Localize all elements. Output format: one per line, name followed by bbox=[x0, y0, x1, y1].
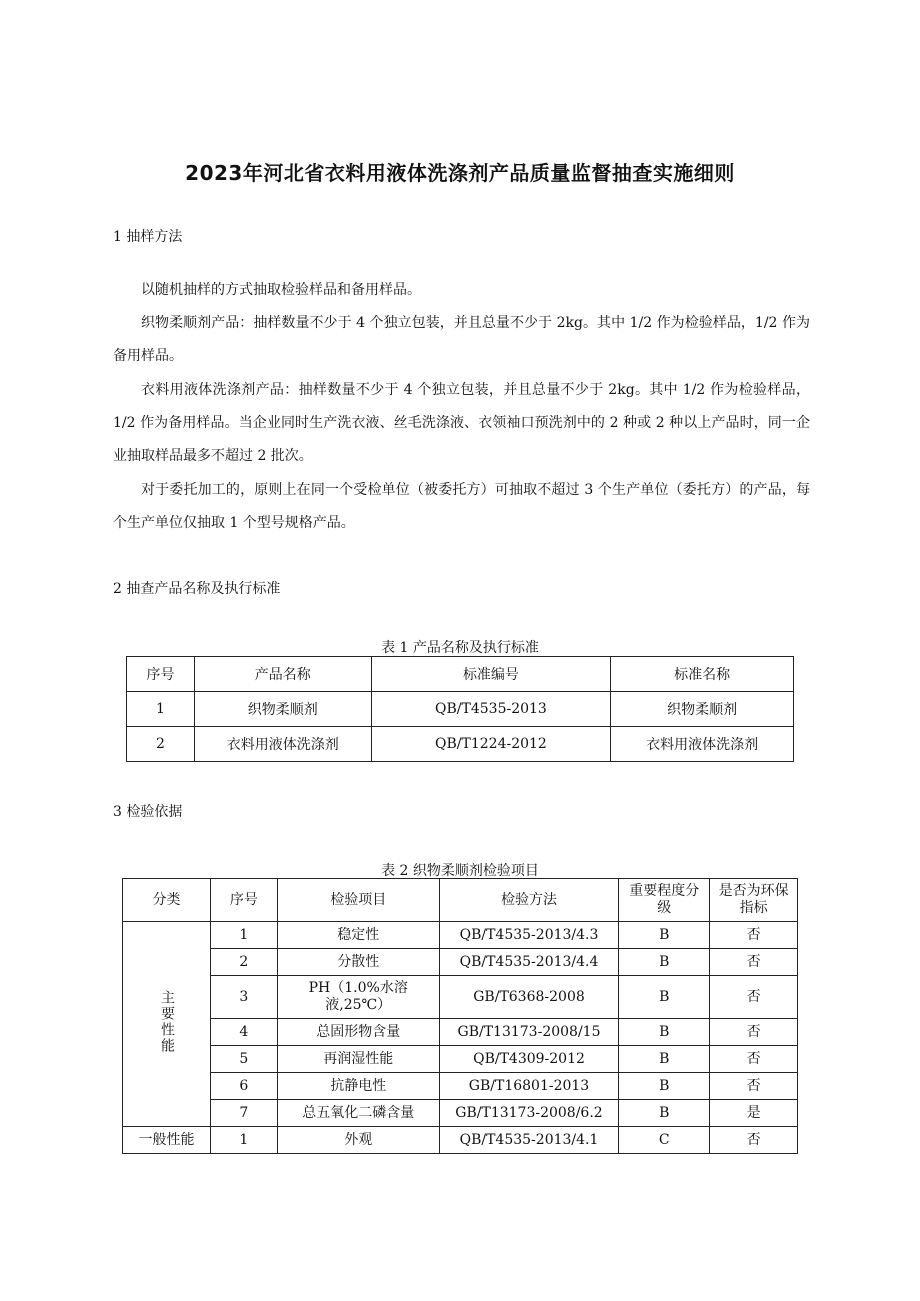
table-cell: 否 bbox=[710, 922, 798, 949]
table-cell: GB/T16801-2013 bbox=[439, 1073, 619, 1100]
table-cell: B bbox=[619, 949, 710, 976]
header-cell: 重要程度分级 bbox=[619, 879, 710, 922]
group-label: 主要性能 bbox=[158, 989, 175, 1054]
table-cell: 织物柔顺剂 bbox=[611, 692, 794, 727]
table-cell: 织物柔顺剂 bbox=[194, 692, 371, 727]
section-heading-basis: 3 检验依据 bbox=[113, 804, 183, 820]
table-cell: PH（1.0%水溶液,25℃） bbox=[277, 976, 439, 1019]
table-row bbox=[127, 727, 794, 762]
paragraph: 以随机抽样的方式抽取检验样品和备用样品。 bbox=[141, 282, 421, 298]
table-cell: GB/T13173-2008/6.2 bbox=[439, 1100, 619, 1127]
table-cell: 再润湿性能 bbox=[277, 1046, 439, 1073]
table-cell: C bbox=[619, 1127, 710, 1154]
table-cell: 否 bbox=[710, 1127, 798, 1154]
table-cell: 外观 bbox=[277, 1127, 439, 1154]
table-caption: 表 2 织物柔顺剂检验项目 bbox=[381, 863, 539, 879]
table-cell: 抗静电性 bbox=[277, 1073, 439, 1100]
table-row bbox=[123, 922, 798, 949]
table-cell: QB/T4535-2013/4.3 bbox=[439, 922, 619, 949]
table-cell: 衣料用液体洗涤剂 bbox=[194, 727, 371, 762]
table-row bbox=[123, 1100, 798, 1127]
header-cell: 产品名称 bbox=[194, 657, 371, 692]
table-cell: QB/T4309-2012 bbox=[439, 1046, 619, 1073]
header-cell: 序号 bbox=[127, 657, 195, 692]
table-cell: QB/T1224-2012 bbox=[371, 727, 611, 762]
table-cell: 2 bbox=[127, 727, 195, 762]
table-cell: 1 bbox=[127, 692, 195, 727]
table-cell: 3 bbox=[210, 976, 277, 1019]
table-cell: 衣料用液体洗涤剂 bbox=[611, 727, 794, 762]
inspection-items-table bbox=[122, 878, 798, 1154]
table-cell: 否 bbox=[710, 1046, 798, 1073]
table-cell: GB/T6368-2008 bbox=[439, 976, 619, 1019]
table-cell: 2 bbox=[210, 949, 277, 976]
header-cell: 是否为环保指标 bbox=[710, 879, 798, 922]
table-header-row bbox=[123, 879, 798, 922]
standards-table bbox=[126, 656, 794, 762]
paragraph: 衣料用液体洗涤剂产品：抽样数量不少于 4 个独立包装，并且总量不少于 2kg。其中 1/2 作为检验样品，1/2 作为备用样品。当企业同时生产洗衣液、丝毛洗涤液、衣领袖口预洗剂中的 2 种或 2 种以上产品时，同一企业抽取样品最多不超过 2 批次。 bbox=[113, 382, 810, 464]
table-cell: 1 bbox=[210, 922, 277, 949]
table-cell: B bbox=[619, 1046, 710, 1073]
table-cell: B bbox=[619, 922, 710, 949]
table-cell: 否 bbox=[710, 1019, 798, 1046]
header-cell: 检验方法 bbox=[439, 879, 619, 922]
table-cell: QB/T4535-2013/4.1 bbox=[439, 1127, 619, 1154]
table-cell: 稳定性 bbox=[277, 922, 439, 949]
group-cell-general: 一般性能 bbox=[123, 1127, 211, 1154]
table-cell: 4 bbox=[210, 1019, 277, 1046]
table-row bbox=[123, 1019, 798, 1046]
table-cell: QB/T4535-2013/4.4 bbox=[439, 949, 619, 976]
table-cell: 否 bbox=[710, 949, 798, 976]
table-cell: 5 bbox=[210, 1046, 277, 1073]
header-cell: 标准名称 bbox=[611, 657, 794, 692]
table-row bbox=[123, 1046, 798, 1073]
header-cell: 序号 bbox=[210, 879, 277, 922]
table-cell: B bbox=[619, 976, 710, 1019]
header-cell: 检验项目 bbox=[277, 879, 439, 922]
table-row bbox=[123, 949, 798, 976]
table-cell: GB/T13173-2008/15 bbox=[439, 1019, 619, 1046]
table-cell: 6 bbox=[210, 1073, 277, 1100]
table-cell: 是 bbox=[710, 1100, 798, 1127]
table-cell: 7 bbox=[210, 1100, 277, 1127]
table-cell: 总五氧化二磷含量 bbox=[277, 1100, 439, 1127]
paragraph: 对于委托加工的，原则上在同一个受检单位（被委托方）可抽取不超过 3 个生产单位（委托方）的产品，每个生产单位仅抽取 1 个型号规格产品。 bbox=[113, 482, 810, 531]
header-cell: 标准编号 bbox=[371, 657, 611, 692]
table-cell: B bbox=[619, 1019, 710, 1046]
table-cell: 1 bbox=[210, 1127, 277, 1154]
table-cell: B bbox=[619, 1100, 710, 1127]
table-row bbox=[123, 1127, 798, 1154]
table-cell: 总固形物含量 bbox=[277, 1019, 439, 1046]
section-heading-products: 2 抽查产品名称及执行标准 bbox=[113, 581, 281, 597]
table-caption: 表 1 产品名称及执行标准 bbox=[381, 640, 539, 656]
group-cell-main bbox=[123, 922, 211, 1127]
table-cell: 分散性 bbox=[277, 949, 439, 976]
table-cell: QB/T4535-2013 bbox=[371, 692, 611, 727]
table-row bbox=[127, 692, 794, 727]
table-row bbox=[123, 976, 798, 1019]
header-cell: 分类 bbox=[123, 879, 211, 922]
section-heading-sampling: 1 抽样方法 bbox=[113, 229, 183, 245]
page-title: 2023年河北省衣料用液体洗涤剂产品质量监督抽查实施细则 bbox=[185, 161, 735, 185]
table-header-row bbox=[127, 657, 794, 692]
paragraph: 织物柔顺剂产品：抽样数量不少于 4 个独立包装，并且总量不少于 2kg。其中 1/2 作为检验样品，1/2 作为备用样品。 bbox=[113, 315, 810, 364]
table-cell: 否 bbox=[710, 1073, 798, 1100]
table-cell: 否 bbox=[710, 976, 798, 1019]
table-cell: B bbox=[619, 1073, 710, 1100]
table-row bbox=[123, 1073, 798, 1100]
